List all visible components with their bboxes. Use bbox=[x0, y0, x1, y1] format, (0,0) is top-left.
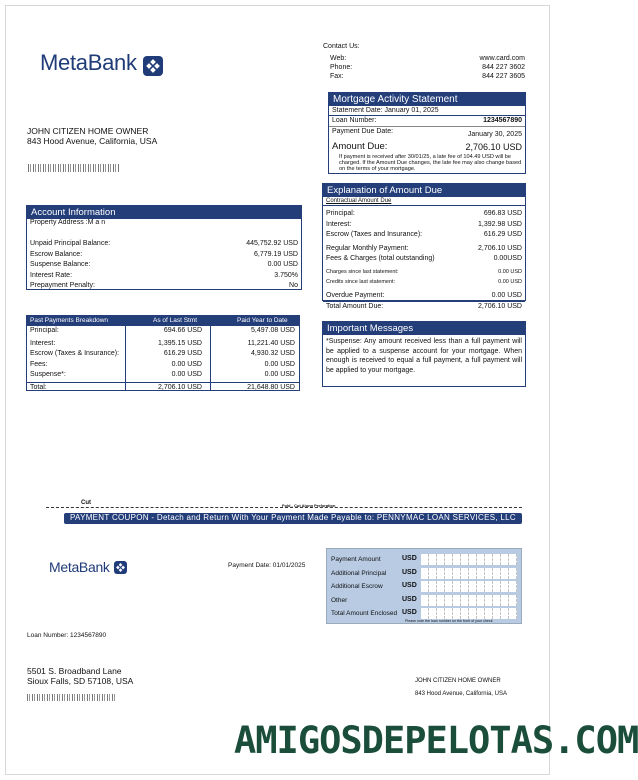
payment-field-currency: USD bbox=[402, 609, 417, 616]
pp-row-ytd: 4,930.32 USD bbox=[251, 350, 295, 357]
amount-digit-box[interactable] bbox=[445, 595, 453, 606]
pp-row-last-stmt: 1,395.15 USD bbox=[158, 339, 202, 347]
coupon-customer-name: JOHN CITIZEN HOME OWNER bbox=[415, 678, 501, 684]
account-row-value: 445,752.92 USD bbox=[246, 240, 298, 247]
messages-text: *Suspense: Any amount received less than a full payment will be applied to a suspense account for your mortgage. When enough is received to equal a full payment, a full payment will be applied to your mortgage. bbox=[326, 338, 522, 374]
account-row-value: 3.750% bbox=[274, 271, 298, 279]
payment-field-label: Total Amount Enclosed bbox=[331, 610, 398, 617]
col-divider bbox=[125, 326, 126, 390]
pp-row-label: Principal: bbox=[30, 327, 59, 334]
amount-digit-box[interactable] bbox=[501, 581, 509, 592]
remit-barcode bbox=[27, 694, 117, 701]
amount-digit-box[interactable] bbox=[453, 581, 461, 592]
amount-digit-box[interactable] bbox=[485, 595, 493, 606]
loan-number-value: 1234567890 bbox=[483, 117, 522, 124]
statement-page bbox=[5, 5, 638, 775]
explanation-row bbox=[323, 254, 525, 265]
amount-digit-box[interactable] bbox=[421, 595, 429, 606]
logo-mark-icon bbox=[143, 56, 163, 76]
account-row-label: Unpaid Principal Balance: bbox=[30, 240, 111, 247]
phone-value: 844 227 3602 bbox=[482, 64, 525, 71]
contact-title: Contact Us: bbox=[323, 43, 360, 50]
past-payments-header: Past Payments Breakdown bbox=[30, 317, 109, 324]
remit-line2: Sioux Falls, SD 57108, USA bbox=[27, 676, 134, 686]
pp-row-last-stmt: 0.00 USD bbox=[171, 371, 202, 378]
explanation-row bbox=[323, 244, 525, 255]
amount-digit-box[interactable] bbox=[501, 595, 509, 606]
amount-digit-box[interactable] bbox=[469, 568, 477, 579]
property-address: Property Address :M a n bbox=[30, 219, 106, 226]
account-row-value: No bbox=[289, 282, 298, 289]
amount-digit-box[interactable] bbox=[445, 554, 453, 565]
explanation-row bbox=[323, 267, 525, 278]
web-value[interactable]: www.card.com bbox=[479, 55, 525, 62]
amount-digit-box[interactable] bbox=[453, 608, 461, 619]
amount-digit-box[interactable] bbox=[421, 554, 429, 565]
explanation-row-label: Fees & Charges (total outstanding) bbox=[326, 255, 435, 262]
payment-field-currency: USD bbox=[402, 595, 417, 603]
pp-row-ytd: 0.00 USD bbox=[264, 360, 295, 368]
fold-cut-label: Fold - Cut Along Perforation bbox=[282, 503, 336, 508]
account-row-label: Prepayment Penalty: bbox=[30, 282, 95, 289]
explanation-row-label: Regular Monthly Payment: bbox=[326, 244, 409, 252]
pp-row-ytd: 0.00 USD bbox=[264, 371, 295, 378]
watermark-text: AMIGOSDEPELOTAS.COM bbox=[234, 719, 638, 762]
explanation-title: Explanation of Amount Due bbox=[323, 184, 525, 197]
cut-label: Cut bbox=[81, 500, 91, 506]
pp-row-label: Total: bbox=[30, 383, 47, 391]
explanation-row-value: 2,706.10 USD bbox=[478, 244, 522, 252]
payment-field-row bbox=[327, 581, 523, 593]
coupon-loan-number: Loan Number: 1234567890 bbox=[27, 632, 107, 639]
mortgage-activity-statement bbox=[328, 92, 526, 174]
amount-digit-box[interactable] bbox=[493, 608, 501, 619]
explanation-row-label: Interest: bbox=[326, 220, 352, 228]
coupon-logo-text: MetaBank bbox=[49, 559, 110, 575]
account-row bbox=[27, 250, 301, 261]
remit-line1: 5501 S. Broadband Lane bbox=[27, 666, 122, 676]
account-information bbox=[26, 205, 302, 290]
past-payments-row bbox=[27, 382, 299, 393]
explanation-row-label: Escrow (Taxes and Insurance): bbox=[326, 231, 423, 238]
explanation-row-value: 0.00 USD bbox=[498, 279, 522, 285]
amount-digit-box[interactable] bbox=[429, 554, 437, 565]
explanation-row-value: 2,706.10 USD bbox=[478, 303, 522, 310]
last-stmt-header: As of Last Stmt bbox=[153, 317, 198, 324]
amount-digit-box[interactable] bbox=[509, 595, 517, 606]
account-row bbox=[27, 260, 301, 271]
amount-digit-box[interactable] bbox=[469, 554, 477, 565]
amount-digit-box[interactable] bbox=[437, 554, 445, 565]
past-payments-row bbox=[27, 339, 299, 350]
account-rows bbox=[27, 239, 301, 292]
account-row-value: 0.00 USD bbox=[267, 261, 298, 268]
phone-label: Phone: bbox=[330, 64, 353, 71]
past-payments-row bbox=[27, 360, 299, 371]
amount-digit-box[interactable] bbox=[437, 581, 445, 592]
amount-digit-box[interactable] bbox=[493, 595, 501, 606]
pp-row-ytd: 11,221.40 USD bbox=[247, 339, 295, 347]
logo-text: MetaBank bbox=[40, 50, 137, 75]
amount-digit-box[interactable] bbox=[493, 568, 501, 579]
account-row-value: 6,779.19 USD bbox=[254, 250, 298, 258]
amount-digit-box[interactable] bbox=[501, 608, 509, 619]
explanation-row bbox=[323, 277, 525, 288]
pp-row-label: Fees: bbox=[30, 360, 48, 368]
messages-title: Important Messages bbox=[323, 322, 525, 335]
amount-due-label: Amount Due: bbox=[332, 140, 388, 152]
amount-digit-box[interactable] bbox=[477, 554, 485, 565]
amount-digit-box[interactable] bbox=[461, 581, 469, 592]
explanation-row-value: 616.29 USD bbox=[483, 231, 522, 238]
amount-digit-box[interactable] bbox=[477, 568, 485, 579]
amount-digit-box[interactable] bbox=[421, 581, 429, 592]
amount-digit-box[interactable] bbox=[453, 595, 461, 606]
payment-coupon-bar: PAYMENT COUPON - Detach and Return With Your Payment Made Payable to: PENNYMAC LOAN SERVICES, LLC bbox=[64, 513, 522, 524]
amount-digit-box[interactable] bbox=[429, 581, 437, 592]
past-payments-row bbox=[27, 370, 299, 381]
explanation-row bbox=[323, 220, 525, 231]
payment-field-row bbox=[327, 595, 523, 607]
amount-digit-box[interactable] bbox=[445, 568, 453, 579]
amount-digit-box[interactable] bbox=[509, 581, 517, 592]
coupon-customer-address: 843 Hood Avenue, California, USA bbox=[415, 691, 507, 697]
account-row bbox=[27, 239, 301, 250]
payment-field-row bbox=[327, 568, 523, 580]
explanation-row bbox=[323, 301, 525, 312]
explanation-row bbox=[323, 209, 525, 220]
amount-digit-box[interactable] bbox=[493, 554, 501, 565]
amount-digit-box[interactable] bbox=[509, 554, 517, 565]
customer-address: 843 Hood Avenue, California, USA bbox=[27, 136, 158, 146]
explanation-rows bbox=[323, 209, 525, 312]
amount-digit-box[interactable] bbox=[485, 581, 493, 592]
pp-row-ytd: 21,648.80 USD bbox=[247, 383, 295, 391]
amount-digit-box[interactable] bbox=[477, 581, 485, 592]
fax-label: Fax: bbox=[330, 73, 344, 80]
amount-due-value: 2,706.10 USD bbox=[465, 141, 522, 152]
loan-number-label: Loan Number: bbox=[332, 117, 377, 124]
payment-field-currency: USD bbox=[402, 555, 417, 562]
explanation-row-value: 0.00 USD bbox=[498, 268, 522, 275]
amount-digit-box[interactable] bbox=[485, 568, 493, 579]
ytd-header: Paid Year to Date bbox=[237, 317, 288, 324]
amount-digit-box[interactable] bbox=[445, 581, 453, 592]
explanation-row bbox=[323, 230, 525, 241]
past-payments-row bbox=[27, 349, 299, 360]
payment-field-label: Payment Amount bbox=[331, 556, 381, 563]
pp-row-last-stmt: 2,706.10 USD bbox=[158, 383, 202, 391]
amount-digit-box[interactable] bbox=[485, 608, 493, 619]
metabank-logo bbox=[40, 50, 163, 76]
amount-digit-box[interactable] bbox=[461, 554, 469, 565]
explanation-row-label: Total Amount Due: bbox=[326, 303, 384, 310]
due-date-value: January 30, 2025 bbox=[467, 130, 522, 138]
pp-row-last-stmt: 694.66 USD bbox=[163, 327, 202, 334]
explanation-row-label: Overdue Payment: bbox=[326, 291, 385, 299]
amount-digit-box[interactable] bbox=[453, 554, 461, 565]
pp-row-last-stmt: 616.29 USD bbox=[163, 350, 202, 357]
amount-digit-box[interactable] bbox=[429, 595, 437, 606]
explanation-row-label: Charges since last statement: bbox=[326, 268, 399, 275]
amount-digit-box[interactable] bbox=[469, 581, 477, 592]
explanation-row-label: Credits since last statement: bbox=[326, 279, 396, 285]
customer-name: JOHN CITIZEN HOME OWNER bbox=[27, 126, 149, 136]
account-row-label: Interest Rate: bbox=[30, 271, 73, 279]
payment-field-label: Additional Principal bbox=[331, 569, 387, 577]
amount-digit-box[interactable] bbox=[477, 595, 485, 606]
due-date-label: Payment Due Date: bbox=[332, 127, 394, 135]
payment-field-currency: USD bbox=[402, 582, 417, 589]
pp-row-last-stmt: 0.00 USD bbox=[171, 360, 202, 368]
explanation-row-value: 696.83 USD bbox=[483, 210, 522, 217]
coupon-logo-mark-icon bbox=[114, 561, 127, 574]
amount-digit-box[interactable] bbox=[485, 554, 493, 565]
contact-block bbox=[323, 43, 533, 82]
fax-value: 844 227 3605 bbox=[482, 73, 525, 80]
important-messages bbox=[322, 321, 526, 387]
amount-digit-box[interactable] bbox=[469, 595, 477, 606]
amount-digit-box[interactable] bbox=[429, 568, 437, 579]
explanation-of-amount-due bbox=[322, 183, 526, 310]
past-payments-row bbox=[27, 326, 299, 337]
amount-digit-box[interactable] bbox=[437, 595, 445, 606]
check-footnote: Please note the loan number on the front of your check bbox=[405, 619, 493, 623]
col-divider bbox=[210, 326, 211, 390]
account-row-label: Escrow Balance: bbox=[30, 250, 83, 258]
explanation-row-label: Principal: bbox=[326, 210, 355, 217]
explanation-subtitle: Contractual Amount Due bbox=[323, 197, 525, 206]
amount-digit-box[interactable] bbox=[509, 568, 517, 579]
past-payments-rows bbox=[27, 326, 299, 393]
payment-field-label: Other bbox=[331, 596, 348, 604]
account-title: Account Information bbox=[27, 206, 301, 219]
customer-address-block bbox=[27, 126, 157, 146]
address-barcode bbox=[28, 164, 120, 172]
amount-digit-box[interactable] bbox=[461, 595, 469, 606]
amount-digit-box[interactable] bbox=[445, 608, 453, 619]
amount-digit-box[interactable] bbox=[429, 608, 437, 619]
pp-row-label: Interest: bbox=[30, 339, 56, 347]
account-row-label: Suspense Balance: bbox=[30, 261, 91, 268]
amount-digit-box[interactable] bbox=[501, 554, 509, 565]
amount-digit-box[interactable] bbox=[469, 608, 477, 619]
explanation-row-value: 0.00USD bbox=[493, 255, 522, 262]
account-row bbox=[27, 281, 301, 292]
late-fee-note: If payment is received after 30/01/25, a late fee of 104.49 USD will be charged. If the Amount Due changes, the late fee may also change based on the terms of your mortgage. bbox=[339, 153, 522, 173]
amount-digit-box[interactable] bbox=[493, 581, 501, 592]
statement-title: Mortgage Activity Statement bbox=[329, 93, 525, 106]
amount-digit-box[interactable] bbox=[461, 608, 469, 619]
account-row bbox=[27, 271, 301, 282]
coupon-customer bbox=[415, 675, 507, 701]
amount-digit-box[interactable] bbox=[477, 608, 485, 619]
explanation-row bbox=[323, 291, 525, 302]
pp-row-label: Escrow (Taxes & Insurance): bbox=[30, 350, 120, 357]
payment-field-currency: USD bbox=[402, 568, 417, 576]
pp-row-ytd: 5,497.08 USD bbox=[251, 327, 295, 334]
pp-row-label: Suspense*: bbox=[30, 371, 66, 378]
past-payments-table bbox=[26, 315, 300, 391]
amount-digit-box[interactable] bbox=[421, 608, 429, 619]
amount-digit-box[interactable] bbox=[453, 568, 461, 579]
remit-address bbox=[27, 666, 133, 686]
payment-field-row bbox=[327, 554, 523, 566]
payment-amount-box bbox=[326, 548, 522, 624]
explanation-row-value: 1,392.98 USD bbox=[478, 220, 522, 228]
amount-digit-box[interactable] bbox=[509, 608, 517, 619]
payment-field-label: Additional Escrow bbox=[331, 583, 383, 590]
amount-digit-box[interactable] bbox=[501, 568, 509, 579]
amount-digit-box[interactable] bbox=[437, 568, 445, 579]
amount-digit-box[interactable] bbox=[461, 568, 469, 579]
statement-date: Statement Date: January 01, 2025 bbox=[329, 106, 525, 116]
coupon-payment-date: Payment Date: 01/01/2025 bbox=[228, 562, 306, 569]
amount-digit-box[interactable] bbox=[421, 568, 429, 579]
coupon-metabank-logo bbox=[49, 559, 127, 577]
web-label: Web: bbox=[330, 55, 347, 62]
explanation-row-value: 0.00 USD bbox=[491, 291, 522, 299]
amount-digit-box[interactable] bbox=[437, 608, 445, 619]
